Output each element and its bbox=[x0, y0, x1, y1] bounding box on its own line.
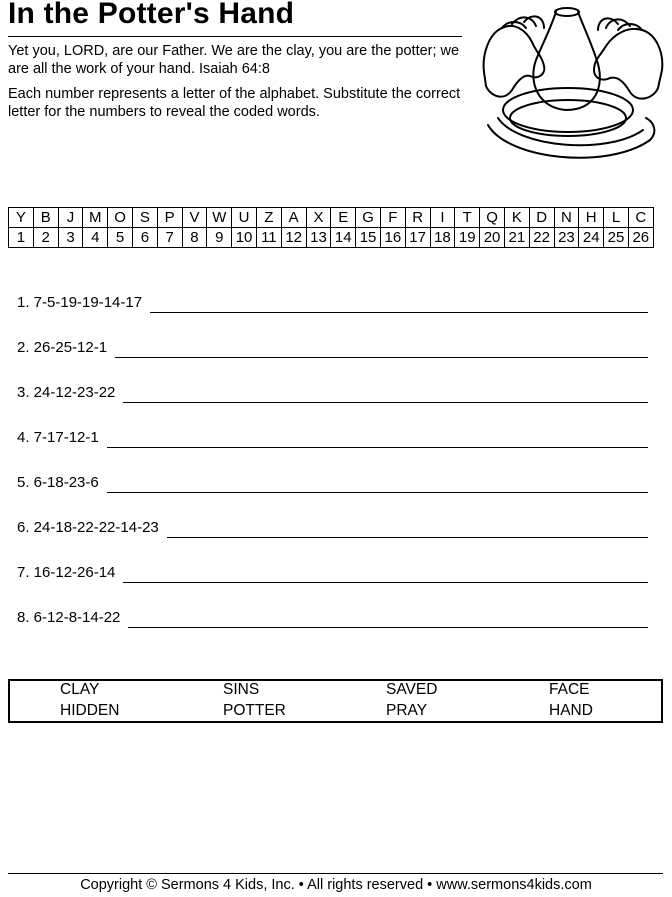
cipher-letter: H bbox=[579, 208, 604, 228]
cipher-letter: C bbox=[628, 208, 653, 228]
word-bank-word: SINS bbox=[223, 681, 260, 698]
cipher-letter: T bbox=[455, 208, 480, 228]
cipher-letter: E bbox=[331, 208, 356, 228]
cipher-letter: A bbox=[281, 208, 306, 228]
answer-line[interactable] bbox=[150, 311, 648, 313]
word-bank-word: SAVED bbox=[386, 681, 438, 698]
puzzle-item-2 bbox=[17, 338, 648, 358]
coded-word: 2. 26-25-12-1 bbox=[17, 339, 108, 356]
answer-line[interactable] bbox=[123, 401, 648, 403]
answer-line[interactable] bbox=[128, 626, 648, 628]
cipher-letter: B bbox=[33, 208, 58, 228]
coded-word: 3. 24-12-23-22 bbox=[17, 384, 116, 401]
cipher-letter: G bbox=[356, 208, 381, 228]
answer-line[interactable] bbox=[107, 446, 648, 448]
footer-divider bbox=[8, 873, 663, 874]
cipher-number: 15 bbox=[356, 228, 381, 248]
cipher-letter: Y bbox=[9, 208, 34, 228]
puzzle-item-8 bbox=[17, 608, 648, 628]
cipher-number: 14 bbox=[331, 228, 356, 248]
cipher-number: 6 bbox=[132, 228, 157, 248]
cipher-number: 4 bbox=[83, 228, 108, 248]
cipher-letter: W bbox=[207, 208, 232, 228]
word-bank-word: FACE bbox=[549, 681, 590, 698]
cipher-letter: L bbox=[604, 208, 629, 228]
word-bank bbox=[8, 679, 663, 723]
word-bank-word: HIDDEN bbox=[60, 702, 120, 719]
cipher-letter: I bbox=[430, 208, 455, 228]
cipher-number: 11 bbox=[256, 228, 281, 248]
instructions: Each number represents a letter of the alphabet. Substitute the correct letter for the numbers to reveal the coded words. bbox=[8, 86, 461, 120]
puzzle-item-3 bbox=[17, 383, 648, 403]
right-hand bbox=[594, 29, 662, 99]
cipher-number: 1 bbox=[9, 228, 34, 248]
cipher-letter: K bbox=[504, 208, 529, 228]
scripture-verse: Yet you, LORD, are our Father. We are the clay, you are the potter; we are all the work of your hand. Isaiah 64:8 bbox=[8, 43, 460, 77]
coded-word: 8. 6-12-8-14-22 bbox=[17, 609, 121, 626]
cipher-letter: M bbox=[83, 208, 108, 228]
cipher-number: 16 bbox=[380, 228, 405, 248]
cipher-number: 9 bbox=[207, 228, 232, 248]
cipher-letter: Q bbox=[480, 208, 505, 228]
cipher-number: 19 bbox=[455, 228, 480, 248]
cipher-number: 5 bbox=[108, 228, 133, 248]
coded-word: 5. 6-18-23-6 bbox=[17, 474, 99, 491]
cipher-number: 13 bbox=[306, 228, 331, 248]
cipher-number: 7 bbox=[157, 228, 182, 248]
cipher-letter: R bbox=[405, 208, 430, 228]
word-bank-word: POTTER bbox=[223, 702, 286, 719]
word-bank-word: CLAY bbox=[60, 681, 100, 698]
coded-word: 7. 16-12-26-14 bbox=[17, 564, 116, 581]
cipher-letter: P bbox=[157, 208, 182, 228]
cipher-key-table bbox=[8, 207, 654, 248]
cipher-number: 3 bbox=[58, 228, 83, 248]
answer-line[interactable] bbox=[167, 536, 648, 538]
cipher-letter: X bbox=[306, 208, 331, 228]
answer-line[interactable] bbox=[123, 581, 648, 583]
cipher-number: 8 bbox=[182, 228, 207, 248]
cipher-number: 20 bbox=[480, 228, 505, 248]
coded-word: 4. 7-17-12-1 bbox=[17, 429, 99, 446]
cipher-letters-row bbox=[9, 208, 654, 228]
cipher-letter: U bbox=[232, 208, 257, 228]
cipher-number: 21 bbox=[504, 228, 529, 248]
answer-line[interactable] bbox=[107, 491, 648, 493]
word-bank-word: HAND bbox=[549, 702, 593, 719]
cipher-number: 12 bbox=[281, 228, 306, 248]
cipher-letter: F bbox=[380, 208, 405, 228]
page-title: In the Potter's Hand bbox=[8, 0, 295, 30]
puzzle-item-6 bbox=[17, 518, 648, 538]
pot-rim bbox=[555, 8, 579, 16]
wheel-base bbox=[510, 100, 626, 136]
puzzle-item-5 bbox=[17, 473, 648, 493]
puzzle-item-4 bbox=[17, 428, 648, 448]
cipher-number: 24 bbox=[579, 228, 604, 248]
cipher-number: 22 bbox=[529, 228, 554, 248]
copyright-footer: Copyright © Sermons 4 Kids, Inc. • All rights reserved • www.sermons4kids.com bbox=[80, 877, 592, 893]
answer-line[interactable] bbox=[115, 356, 648, 358]
cipher-number: 26 bbox=[628, 228, 653, 248]
coded-word: 1. 7-5-19-19-14-17 bbox=[17, 294, 143, 311]
cipher-letter: N bbox=[554, 208, 579, 228]
cipher-letter: D bbox=[529, 208, 554, 228]
cipher-letter: J bbox=[58, 208, 83, 228]
puzzle-item-1 bbox=[17, 293, 648, 313]
cipher-letter: Z bbox=[256, 208, 281, 228]
cipher-number: 18 bbox=[430, 228, 455, 248]
cipher-number: 25 bbox=[604, 228, 629, 248]
title-underline bbox=[8, 36, 462, 37]
cipher-number: 23 bbox=[554, 228, 579, 248]
puzzle-item-7 bbox=[17, 563, 648, 583]
cipher-letter: V bbox=[182, 208, 207, 228]
cipher-number: 2 bbox=[33, 228, 58, 248]
cipher-numbers-row bbox=[9, 228, 654, 248]
cipher-letter: S bbox=[132, 208, 157, 228]
coded-word: 6. 24-18-22-22-14-23 bbox=[17, 519, 159, 536]
word-bank-word: PRAY bbox=[386, 702, 428, 719]
cipher-letter: O bbox=[108, 208, 133, 228]
cipher-number: 17 bbox=[405, 228, 430, 248]
potter-hands-illustration bbox=[478, 0, 668, 175]
cipher-number: 10 bbox=[232, 228, 257, 248]
